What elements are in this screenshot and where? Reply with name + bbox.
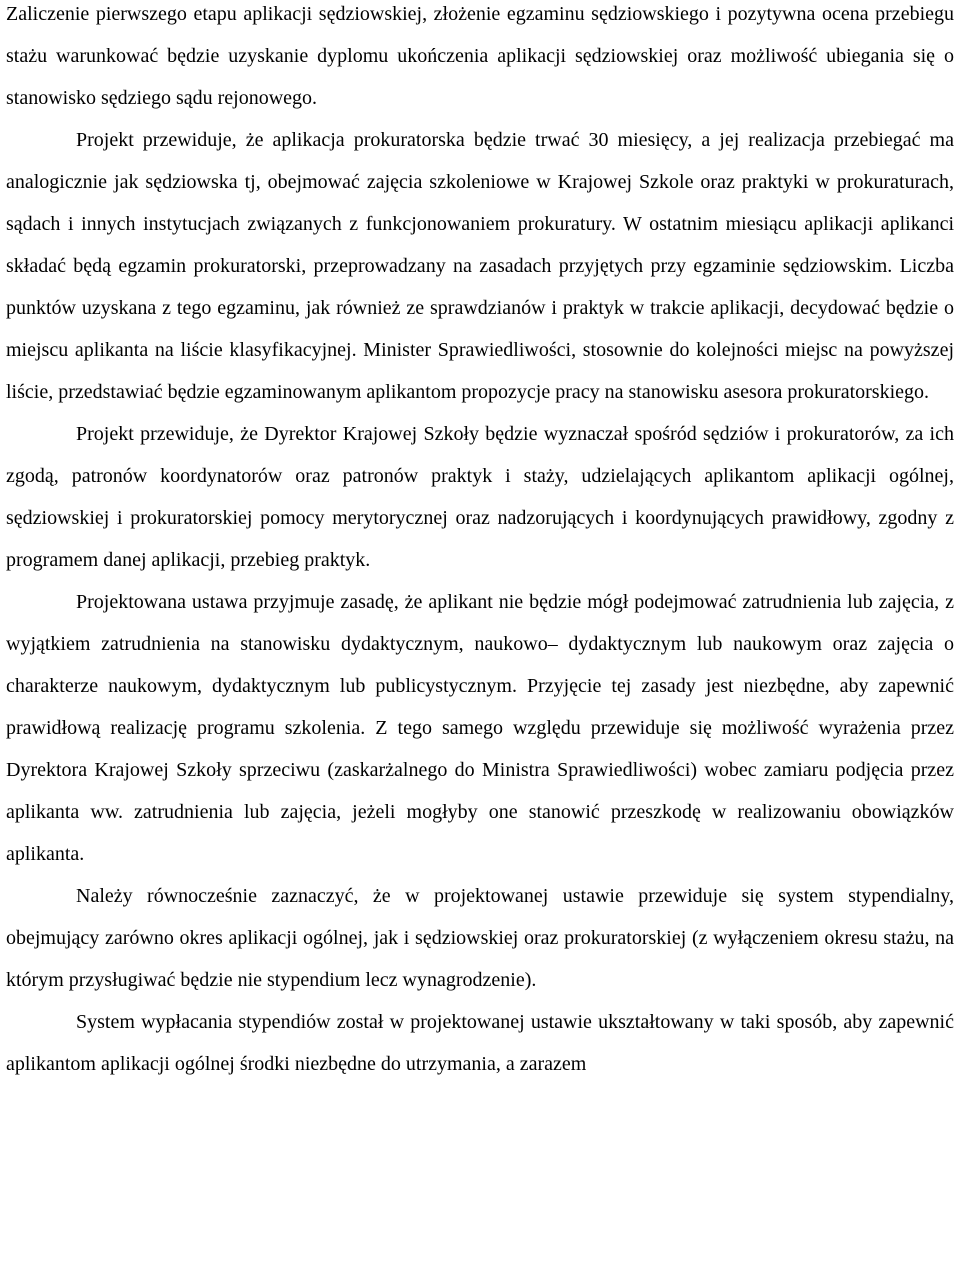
document-page <box>6 0 954 1085</box>
paragraph-6: System wypłacania stypendiów został w projektowanej ustawie ukształtowany w taki sposób, aby zapewnić aplikantom aplikacji ogólnej środki niezbędne do utrzymania, a zarazem <box>6 1011 954 1075</box>
paragraph-3: Projekt przewiduje, że Dyrektor Krajowej Szkoły będzie wyznaczał spośród sędziów i prokuratorów, za ich zgodą, patronów koordynatorów oraz patronów praktyk i staży, udzielających aplikantom aplikacji ogólnej, sędziowskiej i prokuratorskiej pomocy merytorycznej oraz nadzorujących i koordynujących prawidłowy, zgodny z programem danej aplikacji, przebieg praktyk. <box>6 423 954 571</box>
paragraph-4: Projektowana ustawa przyjmuje zasadę, że aplikant nie będzie mógł podejmować zatrudnienia lub zajęcia, z wyjątkiem zatrudnienia na stanowisku dydaktycznym, naukowo– dydaktycznym lub naukowym oraz zajęcia o charakterze naukowym, dydaktycznym lub publicystycznym. Przyjęcie tej zasady jest niezbędne, aby zapewnić prawidłową realizację programu szkolenia. Z tego samego względu przewiduje się możliwość wyrażenia przez Dyrektora Krajowej Szkoły sprzeciwu (zaskarżalnego do Ministra Sprawiedliwości) wobec zamiaru podjęcia przez aplikanta ww. zatrudnienia lub zajęcia, jeżeli mogłyby one stanowić przeszkodę w realizowaniu obowiązków aplikanta. <box>6 591 954 865</box>
paragraph-5: Należy równocześnie zaznaczyć, że w projektowanej ustawie przewiduje się system stypendialny, obejmujący zarówno okres aplikacji ogólnej, jak i sędziowskiej oraz prokuratorskiej (z wyłączeniem okresu stażu, na którym przysługiwać będzie nie stypendium lecz wynagrodzenie). <box>6 885 954 991</box>
paragraph-2: Projekt przewiduje, że aplikacja prokuratorska będzie trwać 30 miesięcy, a jej realizacja przebiegać ma analogicznie jak sędziowska tj, obejmować zajęcia szkoleniowe w Krajowej Szkole oraz praktyki w prokuraturach, sądach i innych instytucjach związanych z funkcjonowaniem prokuratury. W ostatnim miesiącu aplikacji aplikanci składać będą egzamin prokuratorski, przeprowadzany na zasadach przyjętych przy egzaminie sędziowskim. Liczba punktów uzyskana z tego egzaminu, jak również ze sprawdzianów i praktyk w trakcie aplikacji, decydować będzie o miejscu aplikanta na liście klasyfikacyjnej. Minister Sprawiedliwości, stosownie do kolejności miejsc na powyższej liście, przedstawiać będzie egzaminowanym aplikantom propozycje pracy na stanowisku asesora prokuratorskiego. <box>6 129 954 403</box>
paragraph-1: Zaliczenie pierwszego etapu aplikacji sędziowskiej, złożenie egzaminu sędziowskiego i pozytywna ocena przebiegu stażu warunkować będzie uzyskanie dyplomu ukończenia aplikacji sędziowskiej oraz możliwość ubiegania się o stanowisko sędziego sądu rejonowego. <box>6 3 954 109</box>
